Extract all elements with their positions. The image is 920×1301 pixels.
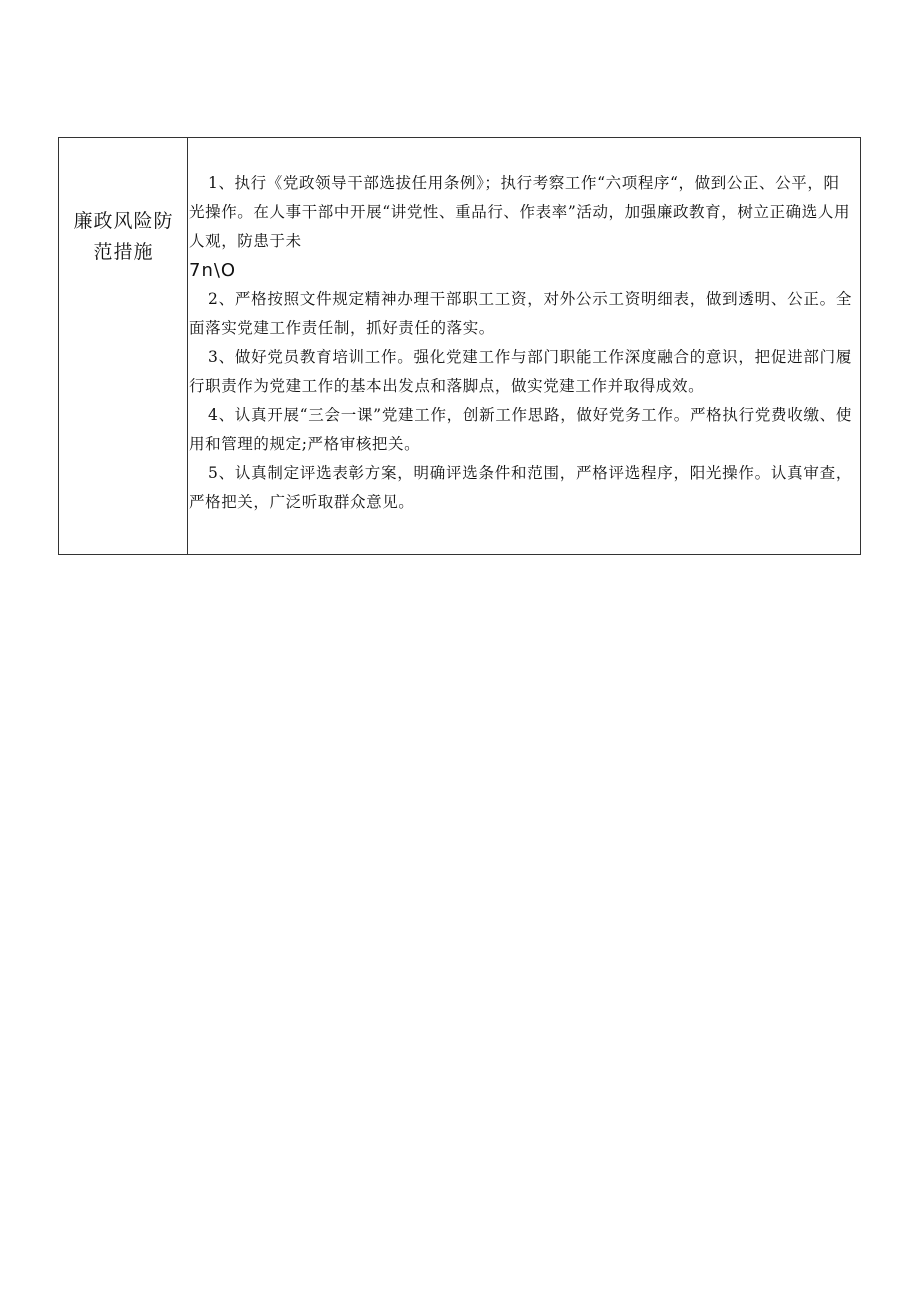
measure-item-2: 2、严格按照文件规定精神办理干部职工工资，对外公示工资明细表，做到透明、公正。全面落实党建工作责任制，抓好责任的落实。 <box>189 290 852 337</box>
measure-item-1-tail: 7n\O <box>189 260 237 281</box>
measures-table <box>58 137 861 555</box>
measure-item-4: 4、认真开展“三会一课”党建工作，创新工作思路，做好党务工作。严格执行党费收缴、使用和管理的规定;严格审核把关。 <box>189 406 852 453</box>
measure-item-1 <box>189 169 852 285</box>
measure-item-1-text: 1、执行《党政领导干部选拔任用条例》；执行考察工作“六项程序“，做到公正、公平，阳光操作。在人事干部中开展“讲党性、重品行、作表率”活动，加强廉政教育，树立正确选人用人观，防患于未 <box>189 174 851 250</box>
measure-item-3: 3、做好党员教育培训工作。强化党建工作与部门职能工作深度融合的意识，把促进部门履行职责作为党建工作的基本出发点和落脚点，做实党建工作并取得成效。 <box>189 348 852 395</box>
row-content <box>188 138 860 554</box>
measure-item-5: 5、认真制定评选表彰方案，明确评选条件和范围，严格评选程序，阳光操作。认真审查，严格把关，广泛听取群众意见。 <box>189 464 852 511</box>
row-label: 廉政风险防范措施 <box>59 138 188 554</box>
